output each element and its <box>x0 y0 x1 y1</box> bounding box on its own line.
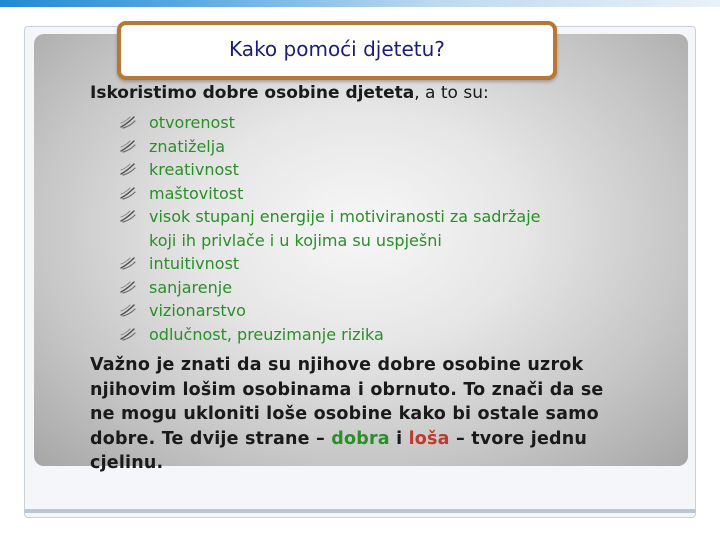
summary-line: ne mogu ukloniti loše osobine kako bi ostale samo <box>90 404 599 424</box>
list-item-line: visok stupanj energije i motiviranosti za sadržaje <box>149 207 541 226</box>
summary-segment: dobre. Te dvije strane – <box>90 428 332 449</box>
list-item-line: maštovitost <box>149 183 244 203</box>
summary-line: cjelinu. <box>90 453 164 473</box>
list-item-line: kreativnost <box>149 160 239 179</box>
slide-bottom-line <box>24 509 696 513</box>
list-item <box>120 205 680 252</box>
slide-title: Kako pomoći djetetu? <box>229 37 445 61</box>
summary-line: njihovim lošim osobinama i obrnuto. To znači da se <box>90 379 604 400</box>
list-item-line: vizionarstvo <box>149 301 246 320</box>
swoosh-bullet-icon <box>120 187 136 200</box>
list-item-line: znatiželja <box>149 136 225 156</box>
summary-text <box>90 353 680 476</box>
list-item-line: intuitivnost <box>149 254 240 273</box>
qualities-list <box>120 111 680 346</box>
list-item-line: sanjarenje <box>149 277 233 297</box>
top-accent-bar <box>0 0 720 7</box>
intro-normal: , a to su: <box>414 83 489 103</box>
list-item <box>120 276 680 300</box>
list-item-line: otvorenost <box>149 113 235 132</box>
list-item <box>120 182 680 206</box>
swoosh-bullet-icon <box>120 257 136 270</box>
list-item <box>120 158 680 182</box>
good-word: dobra <box>331 428 390 449</box>
list-item-line: odlučnost, preuzimanje rizika <box>149 324 384 344</box>
swoosh-bullet-icon <box>120 328 136 341</box>
list-item <box>120 299 680 323</box>
summary-line <box>90 427 680 452</box>
swoosh-bullet-icon <box>120 281 136 294</box>
list-item-line: koji ih privlače i u kojima su uspješni <box>149 230 442 250</box>
list-item <box>120 135 680 159</box>
list-item <box>120 323 680 347</box>
swoosh-bullet-icon <box>120 163 136 176</box>
title-box <box>117 21 557 80</box>
list-item <box>120 252 680 276</box>
swoosh-bullet-icon <box>120 116 136 129</box>
swoosh-bullet-icon <box>120 140 136 153</box>
intro-bold: Iskoristimo dobre osobine djeteta <box>90 83 415 103</box>
swoosh-bullet-icon <box>120 304 136 317</box>
swoosh-bullet-icon <box>120 210 136 223</box>
summary-line: Važno je znati da su njihove dobre osobine uzrok <box>90 355 584 375</box>
summary-segment: – tvore jednu <box>449 428 588 449</box>
bad-word: loša <box>408 428 450 449</box>
intro-text <box>90 83 489 103</box>
summary-segment: i <box>389 428 409 449</box>
list-item <box>120 111 680 135</box>
